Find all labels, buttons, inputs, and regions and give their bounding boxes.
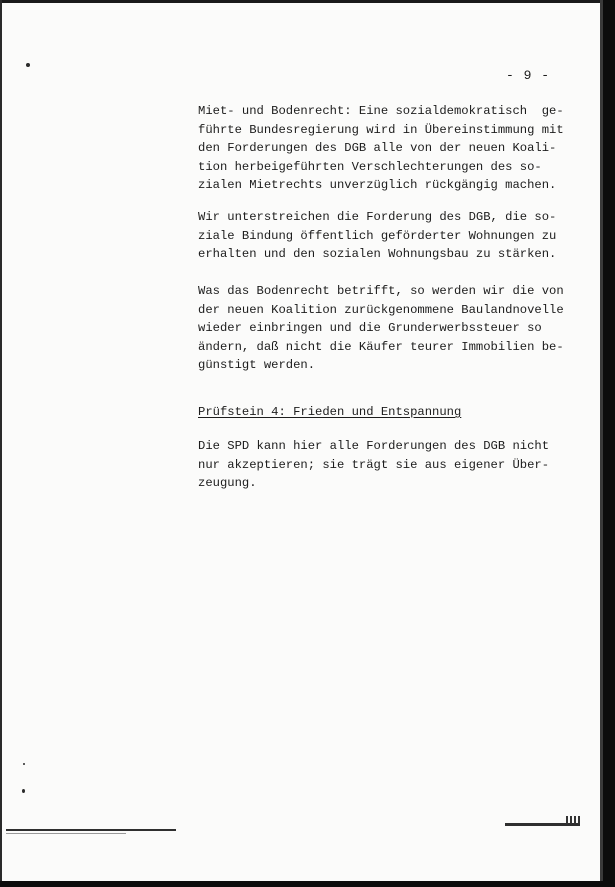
- text-line: führte Bundesregierung wird in Übereinstimmung mit: [198, 122, 564, 137]
- text-line: Wir unterstreichen die Forderung des DGB, die so-: [198, 210, 557, 224]
- text-line: Miet- und Bodenrecht: Eine sozialdemokratisch ge-: [198, 104, 564, 118]
- text-line: zialen Mietrechts unverzüglich rückgängig machen.: [198, 178, 557, 193]
- scan-border-bottom: [0, 881, 615, 887]
- scan-border-left: [0, 0, 2, 887]
- text-line: günstigt werden.: [198, 358, 316, 373]
- paragraph-frieden: [198, 437, 550, 493]
- text-line: wieder einbringen und die Grunderwerbssteuer so: [198, 321, 542, 336]
- scan-border-top: [0, 0, 615, 3]
- paragraph-soziale-bindung: [198, 208, 557, 264]
- paragraph-bodenrecht: [198, 282, 564, 375]
- scan-artifact-line-left: [6, 829, 176, 831]
- page-number: - 9 -: [506, 68, 551, 83]
- text-line: zeugung.: [198, 476, 257, 491]
- scan-speck: [26, 63, 30, 67]
- scan-artifact-mark: [566, 816, 580, 824]
- scan-artifact-line-left-thin: [6, 833, 126, 834]
- section-heading: Prüfstein 4: Frieden und Entspannung: [198, 405, 462, 419]
- text-line: den Forderungen des DGB alle von der neuen Koali-: [198, 141, 557, 156]
- text-line: erhalten und den sozialen Wohnungsbau zu stärken.: [198, 247, 557, 262]
- paragraph-miet-bodenrecht: [198, 102, 564, 195]
- text-line: der neuen Koalition zurückgenommene Baulandnovelle: [198, 302, 564, 317]
- text-line: Die SPD kann hier alle Forderungen des DGB nicht: [198, 439, 550, 453]
- text-line: ziale Bindung öffentlich geförderter Wohnungen zu: [198, 228, 557, 243]
- text-line: ändern, daß nicht die Käufer teurer Immobilien be-: [198, 339, 564, 354]
- scan-border-right: [603, 0, 615, 887]
- text-line: tion herbeigeführten Verschlechterungen des so-: [198, 159, 542, 174]
- text-line: Was das Bodenrecht betrifft, so werden wir die von: [198, 284, 564, 298]
- scan-speck: [23, 763, 25, 765]
- text-line: nur akzeptieren; sie trägt sie aus eigener Über-: [198, 457, 550, 472]
- scan-speck: [22, 789, 25, 793]
